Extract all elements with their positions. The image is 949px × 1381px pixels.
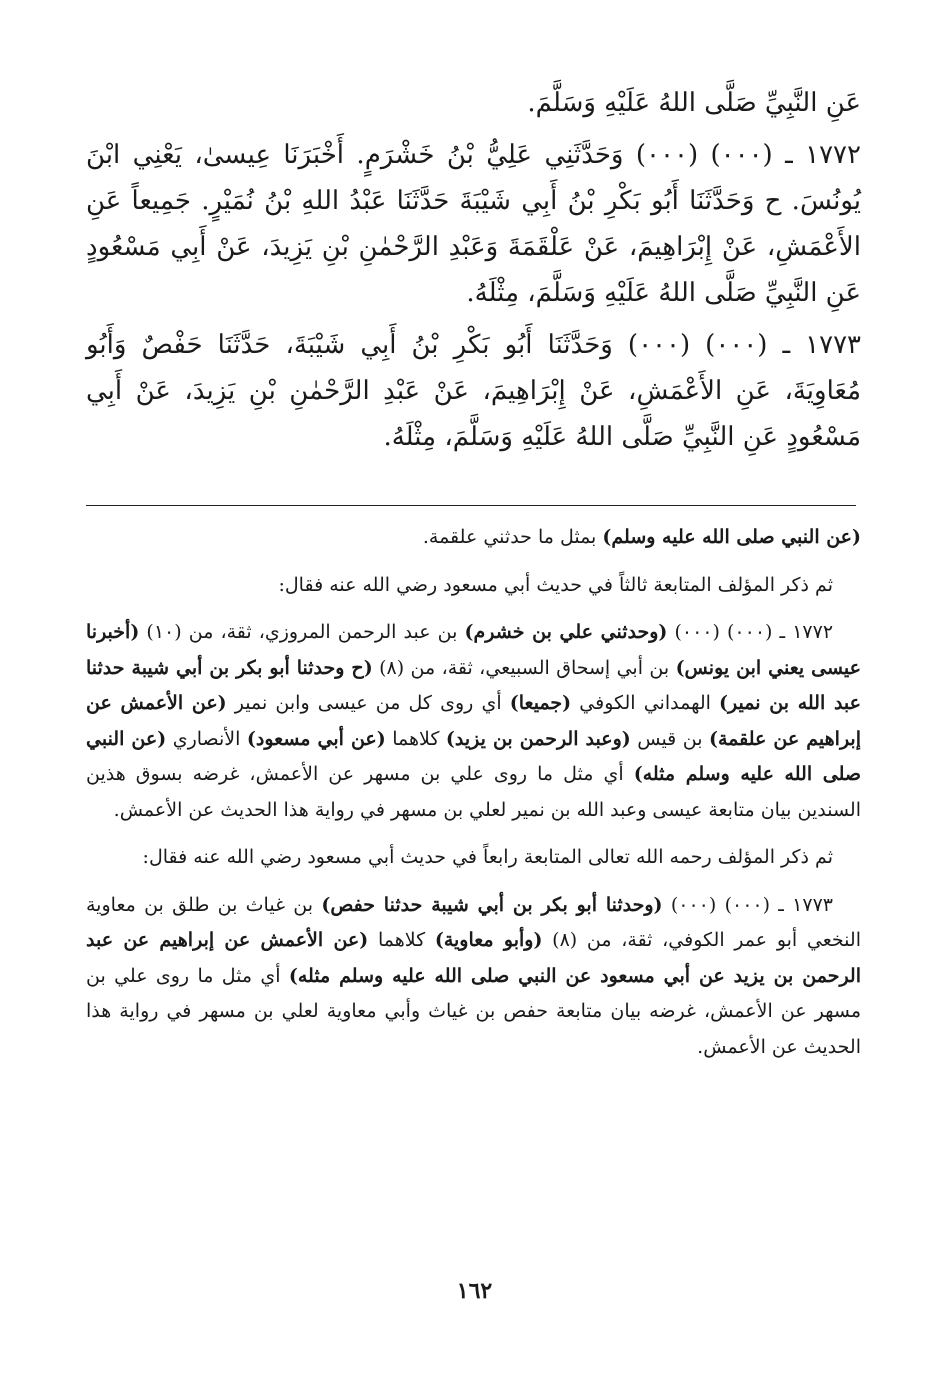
plain-text: ١٧٧٢ ـ (٠٠٠) (٠٠٠) (667, 621, 834, 643)
commentary-text (86, 520, 861, 1077)
bold-phrase: (عن النبي صلى الله عليه وسلم) (602, 526, 861, 548)
plain-text: الهمداني الكوفي (571, 692, 720, 714)
bold-phrase: (عن الأعمش عن إبراهيم عن علقمة) (86, 692, 861, 750)
hadith-1772: ١٧٧٢ ـ (٠٠٠) (٠٠٠) وَحَدَّثَنِي عَلِيُّ بْنُ خَشْرَمٍ. أَخْبَرَنَا عِيسىٰ، يَعْنِي ابْنَ يُونُسَ. ح وَحَدَّثَنَا أَبُو بَكْرِ بْنُ أَبِي شَيْبَةَ حَدَّثَنَا عَبْدُ اللهِ بْنُ نُمَيْرٍ. جَمِيعاً عَنِ الأَعْمَشِ، عَنْ إِبْرَاهِيمَ، عَنْ عَلْقَمَةَ وَعَبْدِ الرَّحْمٰنِ بْنِ يَزِيدَ، عَنْ أَبِي مَسْعُودٍ عَنِ النَّبِيِّ صَلَّى اللهُ عَلَيْهِ وَسَلَّمَ، مِثْلَهُ. (86, 140, 861, 308)
bold-phrase: (جميعا) (509, 692, 572, 714)
plain-text: كلاهما (385, 727, 446, 750)
plain-text: أي مثل ما روى علي بن مسهر عن الأعمش، غرضه بيان متابعة حفص بن غياث وأبي معاوية لعلي بن مسهر في رواية هذا الحديث عن الأعمش. (86, 964, 861, 1058)
bold-phrase: (عن أبي مسعود) (246, 727, 386, 750)
plain-text: كلاهما (368, 929, 435, 951)
hadith-text (86, 80, 861, 467)
commentary-paragraph-4 (86, 840, 861, 876)
commentary-paragraph-1773 (86, 888, 861, 1066)
commentary-paragraph-2 (86, 568, 861, 604)
bold-phrase: (وعبد الرحمن بن يزيد) (445, 727, 631, 750)
bold-phrase: (وأبو معاوية) (434, 929, 543, 951)
bold-phrase: (وحدثني علي بن خشرم) (464, 621, 668, 643)
plain-text: بن قيس (630, 727, 709, 750)
bold-phrase: (أخبرنا عيسى يعني ابن يونس) (86, 621, 861, 679)
plain-text: أي روى كل من عيسى وابن نمير (226, 692, 510, 714)
commentary-paragraph-1772 (86, 615, 861, 828)
commentary-paragraph-1 (86, 520, 861, 556)
hadith-1773: ١٧٧٣ ـ (٠٠٠) (٠٠٠) وَحَدَّثَنَا أَبُو بَكْرِ بْنُ أَبِي شَيْبَةَ، حَدَّثَنَا حَفْصٌ وَأَبُو مُعَاوِيَةَ، عَنِ الأَعْمَشِ، عَنْ إِبْرَاهِيمَ، عَنْ عَبْدِ الرَّحْمٰنِ بْنِ يَزِيدَ، عَنْ أَبِي مَسْعُودٍ عَنِ النَّبِيِّ صَلَّى اللهُ عَلَيْهِ وَسَلَّمَ، مِثْلَهُ. (86, 330, 861, 452)
hadith-continuation: عَنِ النَّبِيِّ صَلَّى اللهُ عَلَيْهِ وَسَلَّمَ. (527, 88, 861, 118)
plain-text: أي مثل ما روى علي بن مسهر عن الأعمش، غرضه بسوق هذين السندين بيان متابعة عيسى وعبد الله بن نمير لعلي بن مسهر في رواية هذا الحديث عن الأعمش. (86, 763, 861, 821)
bold-phrase: (عن الأعمش عن إبراهيم عن عبد الرحمن بن يزيد عن أبي مسعود عن النبي صلى الله عليه وسلم مثله) (86, 929, 861, 987)
plain-text: ثم ذكر المؤلف رحمه الله تعالى المتابعة رابعاً في حديث أبي مسعود رضي الله عنه فقال: (142, 846, 833, 868)
plain-text: بن عبد الرحمن المروزي، ثقة، من (١٠) (139, 621, 465, 643)
plain-text: بن أبي إسحاق السبيعي، ثقة، من (٨) (372, 656, 676, 679)
bold-phrase: (عن النبي صلى الله عليه وسلم مثله) (86, 727, 861, 785)
plain-text: بن غياث بن طلق بن معاوية النخعي أبو عمر الكوفي، ثقة، من (٨) (86, 893, 861, 951)
plain-text: الأنصاري (166, 727, 247, 750)
plain-text: ١٧٧٣ ـ (٠٠٠) (٠٠٠) (662, 893, 833, 916)
section-divider (86, 505, 856, 506)
bold-phrase: (ح وحدثنا أبو بكر بن أبي شيبة حدثنا عبد الله بن نمير) (86, 656, 861, 714)
page-number: ١٦٢ (456, 1278, 493, 1304)
plain-text: بمثل ما حدثني علقمة. (422, 526, 603, 548)
plain-text: ثم ذكر المؤلف المتابعة ثالثاً في حديث أبي مسعود رضي الله عنه فقال: (278, 573, 833, 596)
bold-phrase: (وحدثنا أبو بكر بن أبي شيبة حدثنا حفص) (321, 893, 663, 916)
